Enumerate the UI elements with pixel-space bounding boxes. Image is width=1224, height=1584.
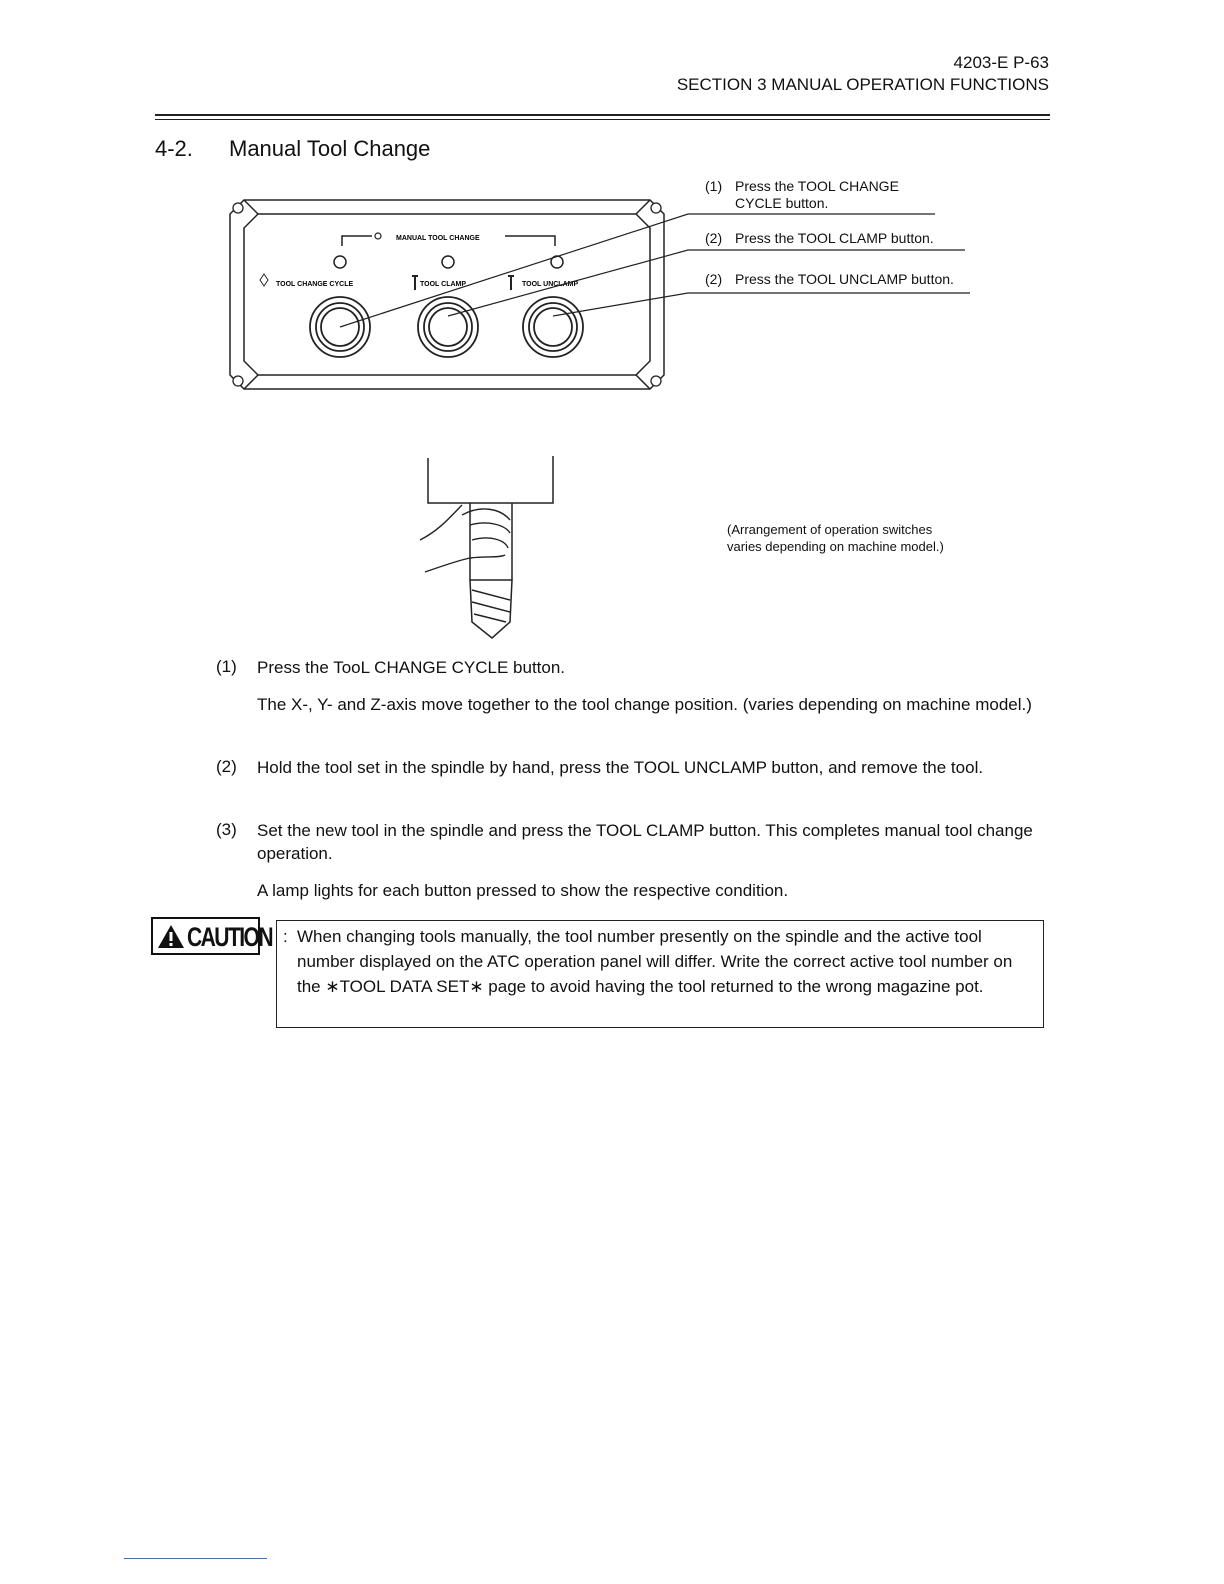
section-header: SECTION 3 MANUAL OPERATION FUNCTIONS [676,75,1049,94]
step-text: Set the new tool in the spindle and press the TOOL CLAMP button. This completes manual tool change operation. [257,821,1033,863]
figure-note: (Arrangement of operation switches [727,522,933,537]
screw-hole [233,203,243,213]
screw-hole [233,376,243,386]
callout-number: (2) [705,271,723,287]
tool-clamp-label: TOOL CLAMP [420,281,467,288]
lamp-icon [375,233,381,239]
step-number: (3) [216,820,237,839]
tool-change-cycle-label: TOOL CHANGE CYCLE [276,281,354,288]
step-number: (2) [216,757,237,776]
step-text: A lamp lights for each button pressed to show the respective condition. [257,881,789,900]
callout-text: CYCLE button. [735,195,829,211]
tool-change-panel-figure [0,0,1224,650]
tool-clamp-button [418,297,478,357]
lamp-tool-clamp [442,256,454,268]
callout-number: (1) [705,178,723,194]
callout-text: Press the TOOL CHANGE [735,178,899,194]
manual-tool-change-label: MANUAL TOOL CHANGE [396,235,480,242]
unclamp-icon [508,276,514,290]
clamp-icon [412,276,418,290]
step-text: The X-, Y- and Z-axis move together to the tool change position. (varies depending on machine model.) [257,695,1032,714]
callout-text: Press the TOOL CLAMP button. [735,230,934,246]
figure-note: varies depending on machine model.) [727,539,944,554]
caution-word: CAUTION [187,922,273,952]
caution-text: When changing tools manually, the tool number presently on the spindle and the active tool number displayed on the ATC operation panel will differ. Write the correct active tool number on the ∗TOOL DATA SET∗ page to avoid having the tool returned to the wrong magazine pot. [297,927,1013,996]
screw-hole [651,203,661,213]
step-text: Press the TooL CHANGE CYCLE button. [257,658,566,677]
caution-label [151,917,273,955]
tool-unclamp-label: TOOL UNCLAMP [522,281,579,288]
screw-holes [233,203,661,386]
section-number: 4-2. [155,136,193,161]
warning-triangle-icon [157,924,185,949]
callout-text: Press the TOOL UNCLAMP button. [735,271,954,287]
lamp-tool-change-cycle [334,256,346,268]
step-text: Hold the tool set in the spindle by hand, press the TOOL UNCLAMP button, and remove the tool. [257,758,984,777]
section-title: Manual Tool Change [229,136,431,161]
operation-panel [230,200,664,389]
cycle-icon [260,274,268,286]
hand-illustration [420,505,510,572]
tool-unclamp-button [523,297,583,357]
spindle-illustration [428,456,553,638]
callout-number: (2) [705,230,723,246]
screw-hole [651,376,661,386]
page-number: 4203-E P-63 [953,53,1049,72]
step-number: (1) [216,657,237,676]
caution-colon: : [283,927,288,946]
footer-line [124,1558,267,1559]
